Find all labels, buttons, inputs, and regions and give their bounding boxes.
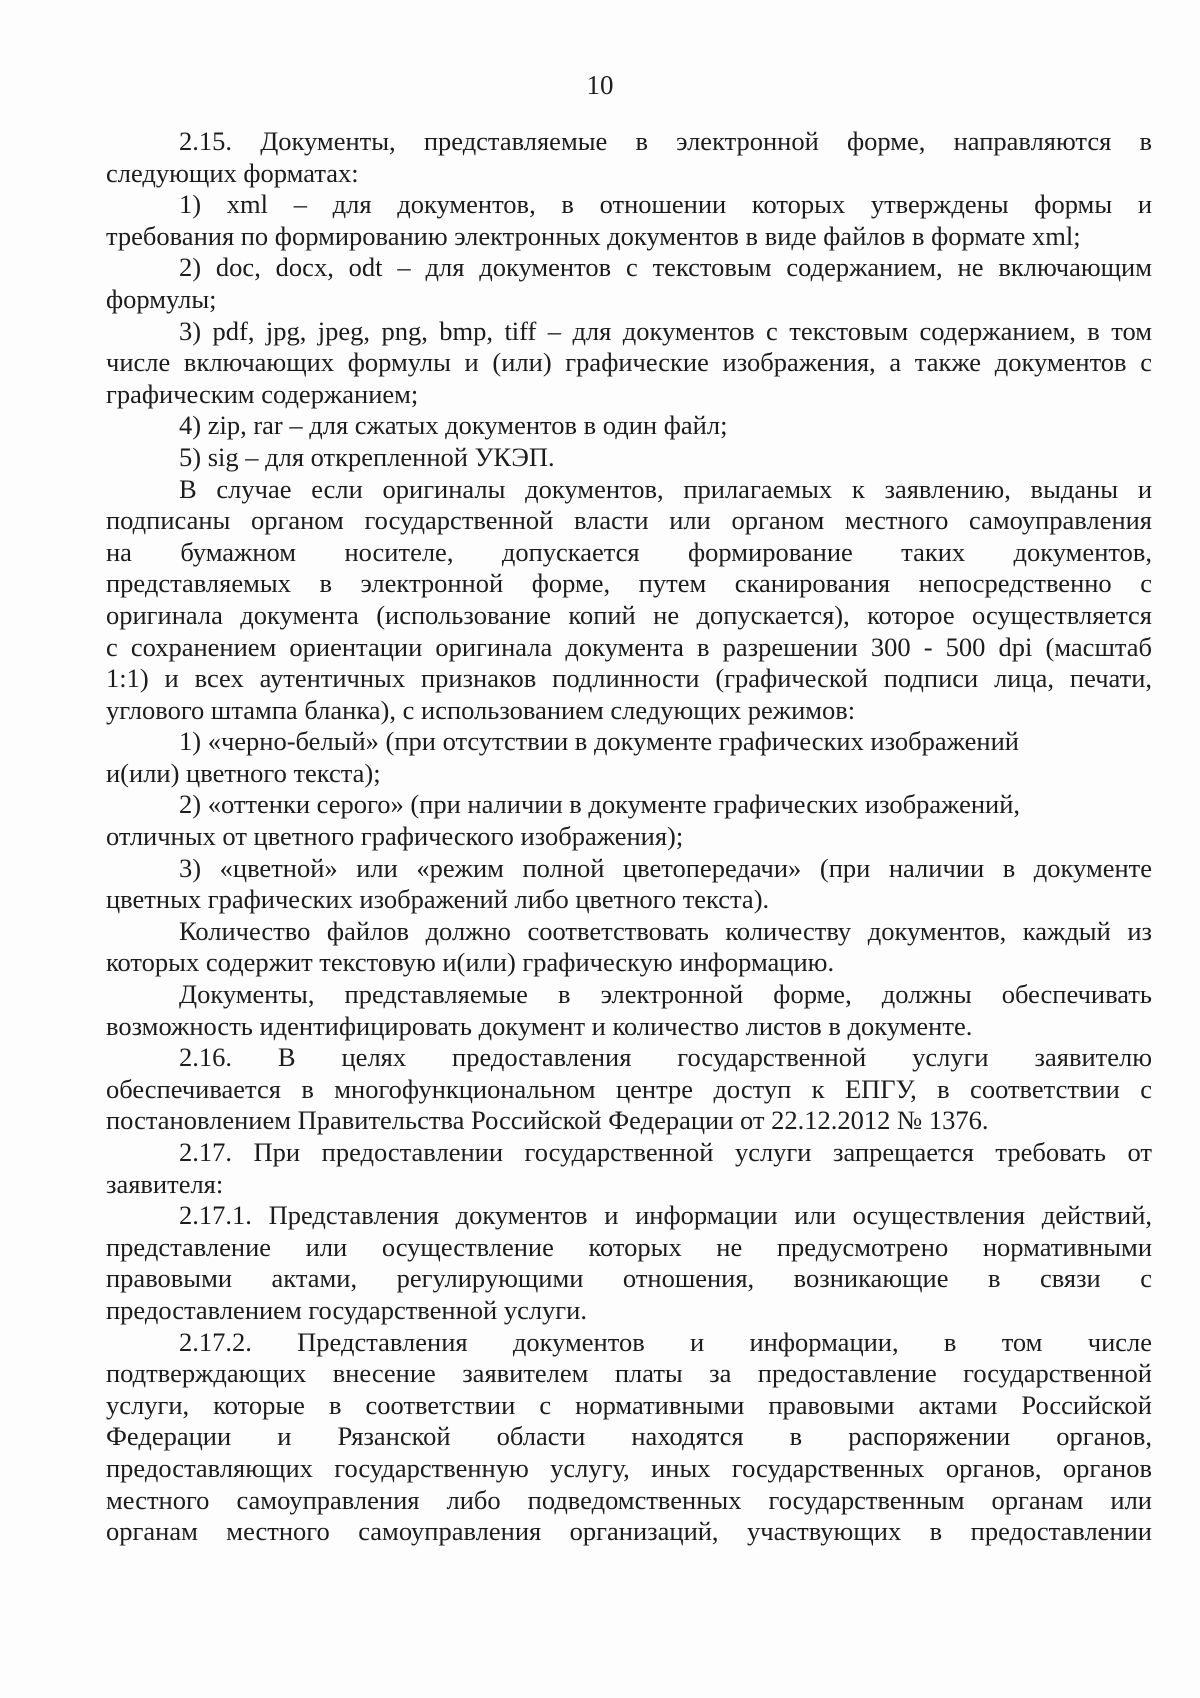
text-line: оригинала документа (использование копий не допускается), которое осуществляется <box>106 599 1152 630</box>
text-line: услуги, которые в соответствии с нормативными правовыми актами Российской <box>106 1389 1152 1420</box>
text-line: 2) doc, docx, odt – для документов с текстовым содержанием, не включающим <box>179 252 1152 283</box>
text-line: Документы, представляемые в электронной форме, должны обеспечивать <box>179 979 1152 1010</box>
text-line: требования по формированию электронных документов в виде файлов в формате xml; <box>106 220 1081 251</box>
text-line: предоставляющих государственную услугу, иных государственных органов, органов <box>106 1452 1152 1483</box>
text-line: углового штампа бланка), с использованием следующих режимов: <box>106 694 856 725</box>
text-line: с сохранением ориентации оригинала документа в разрешении 300 - 500 dpi (масштаб <box>106 631 1152 662</box>
text-line: 4) zip, rar – для сжатых документов в один файл; <box>179 410 728 441</box>
text-line: представляемых в электронной форме, путем сканирования непосредственно с <box>106 568 1152 599</box>
text-line: 2) «оттенки серого» (при наличии в документе графических изображений, <box>179 789 1021 820</box>
text-line: 2.17. При предоставлении государственной услуги запрещается требовать от <box>179 1137 1152 1167</box>
document-body <box>106 126 1152 1548</box>
text-line: предоставлением государственной услуги. <box>106 1294 587 1325</box>
text-line: Федерации и Рязанской области находятся в распоряжении органов, <box>106 1421 1152 1452</box>
text-line: 2.17.2. Представления документов и информации, в том числе <box>179 1326 1152 1357</box>
page-number: 10 <box>586 70 614 100</box>
text-line: и(или) цветного текста); <box>106 757 381 788</box>
text-line: 1:1) и всех аутентичных признаков подлинности (графической подписи лица, печати, <box>106 663 1152 694</box>
text-line: органам местного самоуправления организаций, участвующих в предоставлении <box>106 1516 1152 1547</box>
text-line: отличных от цветного графического изображения); <box>106 821 684 852</box>
text-line: подписаны органом государственной власти или органом местного самоуправления <box>106 505 1152 536</box>
text-line: обеспечивается в многофункциональном центре доступ к ЕПГУ, в соответствии с <box>106 1073 1152 1104</box>
text-line: на бумажном носителе, допускается формирование таких документов, <box>106 536 1152 567</box>
text-line: 5) sig – для открепленной УКЭП. <box>179 441 555 472</box>
text-line: 2.17.1. Представления документов и информации или осуществления действий, <box>179 1200 1152 1231</box>
text-line: представление или осуществление которых не предусмотрено нормативными <box>106 1231 1152 1262</box>
text-line: цветных графических изображений либо цветного текста). <box>106 884 770 915</box>
text-line: постановлением Правительства Российской Федерации от 22.12.2012 № 1376. <box>106 1105 989 1136</box>
text-line: графическим содержанием; <box>106 378 419 409</box>
text-line: 1) «черно-белый» (при отсутствии в документе графических изображений <box>179 726 1019 757</box>
text-line: подтверждающих внесение заявителем платы за предоставление государственной <box>106 1358 1152 1389</box>
text-line: 1) xml – для документов, в отношении которых утверждены формы и <box>179 189 1152 220</box>
text-line: 3) «цветной» или «режим полной цветопередачи» (при наличии в документе <box>179 852 1152 883</box>
text-line: числе включающих формулы и (или) графические изображения, а также документов с <box>106 347 1152 378</box>
text-line: заявителя: <box>106 1168 224 1199</box>
text-line: формулы; <box>106 283 217 314</box>
text-line: местного самоуправления либо подведомственных государственным органам или <box>106 1484 1152 1515</box>
text-line: которых содержит текстовую и(или) графическую информацию. <box>106 947 835 978</box>
text-line: следующих форматах: <box>106 157 359 188</box>
text-line: Количество файлов должно соответствовать количеству документов, каждый из <box>179 915 1152 946</box>
text-line: правовыми актами, регулирующими отношения, возникающие в связи с <box>106 1263 1152 1294</box>
text-line: 3) pdf, jpg, jpeg, png, bmp, tiff – для документов с текстовым содержанием, в том <box>179 315 1152 346</box>
text-line: 2.15. Документы, представляемые в электронной форме, направляются в <box>179 126 1152 156</box>
text-line: В случае если оригиналы документов, прилагаемых к заявлению, выданы и <box>179 473 1152 504</box>
text-line: возможность идентифицировать документ и количество листов в документе. <box>106 1010 973 1041</box>
text-line: 2.16. В целях предоставления государственной услуги заявителю <box>179 1042 1152 1073</box>
